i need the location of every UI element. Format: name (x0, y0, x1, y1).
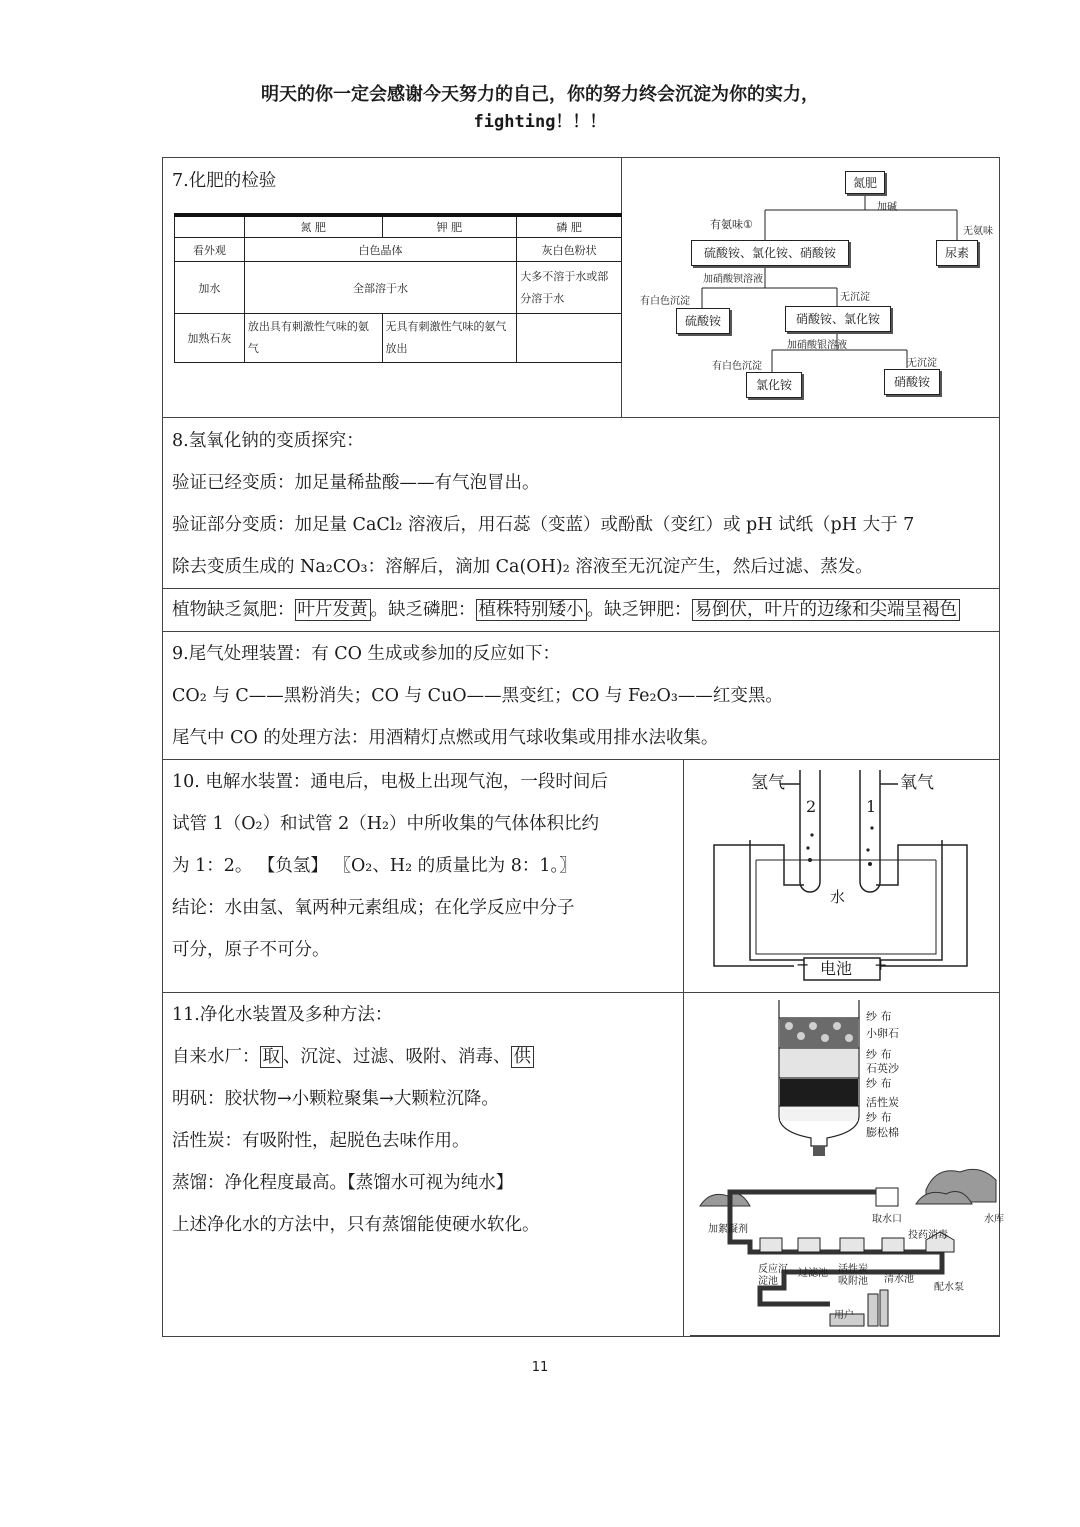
fig-hydrogen-label: 氢气 (751, 773, 785, 793)
sec11-line: 蒸馏：净化程度最高。【蒸馏水可视为纯水】 (172, 1173, 514, 1193)
sec10-line: 为 1：2。 【负氢】 〖O₂、H₂ 的质量比为 8：1。〗 (172, 856, 577, 876)
plant-label-clear: 清水池 (884, 1274, 914, 1285)
filter-layer-label: 纱 布 (866, 1111, 892, 1124)
row-divider (162, 631, 1000, 632)
flow-node-ammonium-sulfate: 硫酸铵 (676, 308, 730, 334)
flow-label: 加碱 (877, 202, 897, 213)
table-cell: 灰白色粉状 (517, 238, 622, 262)
flow-label: 加硝酸银溶液 (787, 340, 847, 351)
sec10-line: 结论：水由氢、氧两种元素组成；在化学反应中分子 (172, 898, 575, 918)
table-cell: 无具有刺激性气味的氨气放出 (382, 314, 517, 363)
fig-plus-label: + (874, 955, 888, 974)
sec10-block (172, 761, 608, 971)
sec8-block (172, 420, 914, 588)
plant-p-label: 。缺乏磷肥： (370, 600, 476, 620)
plant-label-filter: 过滤池 (798, 1268, 828, 1279)
table-header-cell: 钾 肥 (382, 215, 517, 238)
plant-k-label: 。缺乏钾肥： (586, 600, 692, 620)
table-row-label: 加熟石灰 (175, 314, 245, 363)
plant-label-pump: 配水泵 (934, 1282, 964, 1293)
sec9-block (172, 633, 783, 759)
water-filter-column (775, 996, 865, 1156)
sec11-line1-prefix: 自来水厂： (172, 1047, 260, 1067)
sec7-title: 7.化肥的检验 (172, 171, 277, 191)
sec11-title: 11.净化水装置及多种方法： (172, 1005, 393, 1025)
table-header-cell: 磷 肥 (517, 215, 622, 238)
sec11-block (172, 994, 540, 1246)
flow-label: 有白色沉淀 (712, 361, 762, 372)
plant-label-settling: 反应沉淀池 (758, 1264, 788, 1287)
sec11-box-intake: 取 (260, 1046, 284, 1068)
plant-label-disinfect: 投药消毒 (908, 1230, 948, 1241)
fertilizer-table (174, 213, 622, 363)
flow-label: 无氨味 (963, 226, 993, 237)
sec8-line: 除去变质生成的 Na₂CO₃：溶解后，滴加 Ca(OH)₂ 溶液至无沉淀产生，然后过滤、蒸发。 (172, 557, 873, 577)
filter-layer-label: 纱 布 (866, 1077, 892, 1090)
sec10-line: 10. 电解水装置：通电后，电极上出现气泡，一段时间后 (172, 772, 608, 792)
table-cell: 大多不溶于水或部分溶于水 (517, 262, 622, 314)
sec11-line: 上述净化水的方法中，只有蒸馏能使硬水软化。 (172, 1215, 540, 1235)
sec11-line: 活性炭：有吸附性，起脱色去味作用。 (172, 1131, 470, 1151)
table-cell (517, 314, 622, 363)
filter-layer-label: 活性炭 (866, 1096, 899, 1109)
flow-label: 无沉淀 (907, 358, 937, 369)
plant-n-label: 植物缺乏氮肥： (172, 600, 295, 620)
sec9-line: CO₂ 与 C——黑粉消失；CO 与 CuO——黑变红；CO 与 Fe₂O₃——红变黑。 (172, 686, 783, 706)
sec10-line: 试管 1（O₂）和试管 2（H₂）中所收集的气体体积比约 (172, 814, 600, 834)
sec8-line: 验证已经变质：加足量稀盐酸——有气泡冒出。 (172, 473, 540, 493)
sec10-line: 可分，原子不可分。 (172, 940, 330, 960)
table-row-label: 看外观 (175, 238, 245, 262)
flow-label: 无沉淀 (840, 292, 870, 303)
sec8-title: 8.氢氧化钠的变质探究： (172, 431, 364, 451)
flow-node-group1: 硫酸铵、氯化铵、硝酸铵 (691, 240, 849, 266)
nitrogen-flowchart-lines (622, 158, 999, 416)
motto-line1: 明天的你一定会感谢今天努力的自己，你的努力终会沉淀为你的实力， (261, 84, 819, 105)
flow-node-group2: 硝酸铵、氯化铵 (785, 306, 891, 332)
table-row-label: 加水 (175, 262, 245, 314)
sec9-line: 尾气中 CO 的处理方法：用酒精灯点燃或用气球收集或用排水法收集。 (172, 728, 719, 748)
plant-k-value: 易倒伏，叶片的边缘和尖端呈褐色 (692, 599, 961, 621)
table-cell: 白色晶体 (244, 238, 516, 262)
sec8-line: 验证部分变质：加足量 CaCl₂ 溶液后，用石蕊（变蓝）或酚酞（变红）或 pH 试纸（pH 大于 7 (172, 515, 915, 535)
table-header-cell: 氮 肥 (244, 215, 382, 238)
row-divider (162, 992, 1000, 993)
sec9-title: 9.尾气处理装置：有 CO 生成或参加的反应如下： (172, 644, 561, 664)
plant-label-reservoir: 水库 (984, 1214, 1004, 1225)
plant-label-user: 用户 (834, 1310, 854, 1321)
plant-label-carbon: 活性炭吸附池 (838, 1264, 868, 1287)
sec11-line1-mid: 、沉淀、过滤、吸附、消毒、 (283, 1047, 511, 1067)
sec11-box-supply: 供 (511, 1046, 535, 1068)
flow-node-urea: 尿素 (936, 240, 978, 266)
flow-node-ammonium-chloride: 氯化铵 (746, 372, 802, 398)
flow-label: 有氨味① (710, 218, 753, 231)
flow-label: 有白色沉淀 (640, 296, 690, 307)
sec11-line (172, 1036, 540, 1078)
flow-node-nitrogen: 氮肥 (845, 171, 885, 194)
flow-node-ammonium-nitrate: 硝酸铵 (884, 369, 940, 395)
plant-label-coagulant: 加絮凝剂 (708, 1224, 748, 1235)
plant-deficiency-row (172, 589, 960, 631)
plant-p-value: 植株特别矮小 (476, 599, 587, 621)
filter-layer-label: 石英沙 (866, 1062, 899, 1075)
flow-label: 加硝酸钡溶液 (703, 274, 763, 285)
filter-layer-label: 纱 布 (866, 1048, 892, 1061)
fig-battery-label: 电池 (820, 959, 853, 978)
fig-tube2-label: 2 (806, 797, 817, 816)
motto-line2: fighting！！！ (473, 112, 607, 132)
sec11-line: 明矾：胶状物→小颗粒聚集→大颗粒沉降。 (172, 1089, 499, 1109)
table-header-cell (175, 215, 245, 238)
filter-layer-label: 小卵石 (866, 1027, 899, 1040)
fig-tube1-label: 1 (866, 797, 877, 816)
table-cell: 全部溶于水 (244, 262, 516, 314)
row-divider (162, 417, 1000, 418)
plant-label-intake: 取水口 (872, 1214, 902, 1225)
page-number: 11 (531, 1360, 549, 1375)
filter-layer-label: 膨松棉 (866, 1126, 899, 1139)
filter-layer-label: 纱 布 (866, 1010, 892, 1023)
fig-water-label: 水 (830, 888, 846, 906)
table-cell: 放出具有刺激性气味的氨气 (244, 314, 382, 363)
plant-n-value: 叶片发黄 (295, 599, 371, 621)
fig-oxygen-label: 氧气 (900, 773, 934, 793)
fig-minus-label: − (796, 955, 810, 974)
